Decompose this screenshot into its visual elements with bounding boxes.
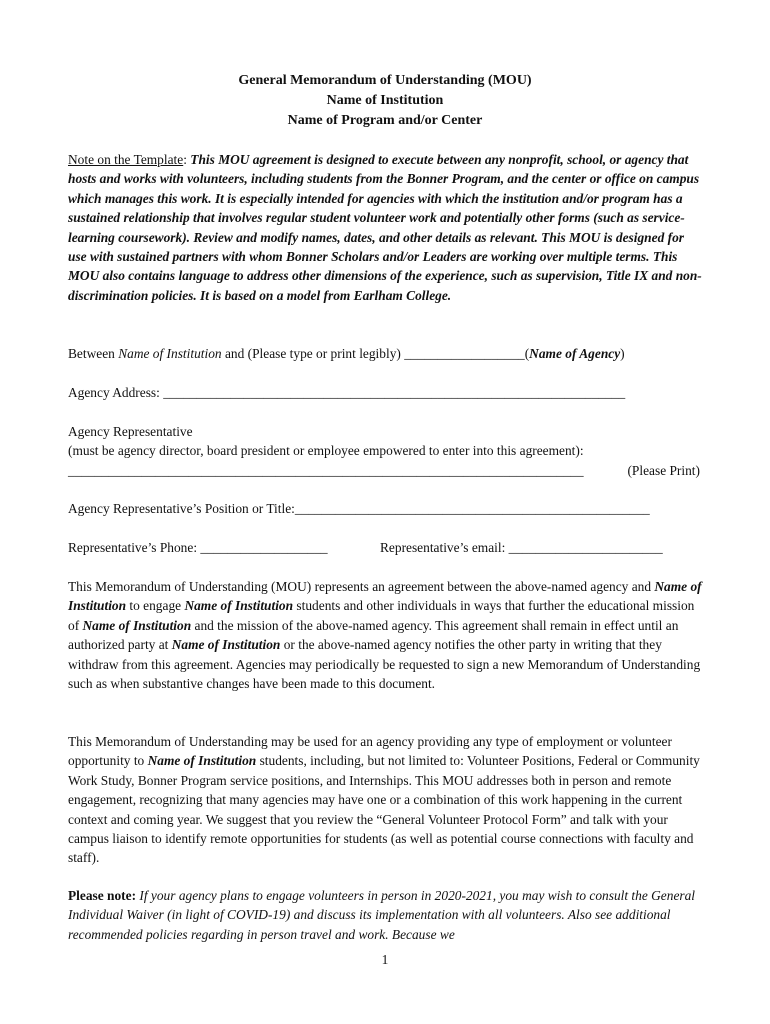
program-heading: Name of Program and/or Center xyxy=(287,113,483,128)
page-number: 1 xyxy=(381,952,389,967)
mou-paragraph-1: This Memorandum of Understanding (MOU) represents an agreement between the above-named agency and Name of Institution to engage Name of Institution students and other individuals in ways that further the educational mission of Name of Institution and the mission of the above-named agency. This agreement shall remain in effect until an authorized party at Name of Institution or the above-named agency notifies the other party in writing that they withdraw from this agreement. Agencies may periodically be requested to sign a new Memorandum of Understanding such as when substantive changes have been made to this document. xyxy=(68,579,702,692)
template-note-separator: : xyxy=(183,152,191,167)
institution-name-placeholder: Name of Institution xyxy=(118,346,222,361)
between-prefix: Between xyxy=(68,346,119,361)
contact-line xyxy=(68,538,702,557)
institution-name-placeholder: Name of Institution xyxy=(68,579,702,614)
agency-name-blank[interactable]: and (Please type or print legibly) __________________( xyxy=(221,346,530,361)
representative-name-field[interactable]: _____________________________________________________________________________ xyxy=(68,462,584,478)
agency-name-placeholder: Name of Agency xyxy=(529,346,621,361)
template-note-label: Note on the Template xyxy=(68,152,184,167)
agency-address-field[interactable]: Agency Address: _____________________________________________________________________ xyxy=(68,385,626,400)
please-note-paragraph xyxy=(68,886,702,944)
institution-name-placeholder: Name of Institution xyxy=(171,637,281,653)
mou-paragraph-2: This Memorandum of Understanding may be used for an agency providing any type of employment or volunteer opportunity to Name of Institution students, including, but not limited to: Volunteer Positions, Federal or Community Work Study, Bonner Program service positions, and Internships. This MOU addresses both in person and remote engagement, recognizing that many agencies may have one or a combination of this work happening in the current context and coming year. We suggest that you review the “General Volunteer Protocol Form” and talk with your campus liaison to identify remote opportunities for students (as well as potential course connections with faculty and staff). xyxy=(68,734,700,866)
please-print-label: (Please Print) xyxy=(627,462,700,478)
between-suffix: ) xyxy=(620,346,625,361)
between-line xyxy=(68,344,702,363)
please-note-body: If your agency plans to engage volunteers in person in 2020-2021, you may wish to consult the General Individual Waiver (in light of COVID-19) and discuss its implementation with all volunteers. Also see additional recommended policies regarding in person travel and work. Because we xyxy=(68,888,696,942)
institution-name-placeholder: Name of Institution xyxy=(147,753,257,769)
institution-name-placeholder: Name of Institution xyxy=(184,598,294,614)
representative-hint: (must be agency director, board president or employee empowered to enter into this agreement): xyxy=(68,443,584,459)
representative-position-field[interactable]: Agency Representative’s Position or Title:_____________________________________________________ xyxy=(68,501,650,516)
agency-representative-section xyxy=(68,422,702,480)
institution-name-placeholder: Name of Institution xyxy=(82,617,192,633)
template-note xyxy=(68,150,702,305)
representative-label: Agency Representative xyxy=(68,424,193,439)
representative-phone-field[interactable]: Representative’s Phone: ___________________ xyxy=(68,540,328,555)
document-title: General Memorandum of Understanding (MOU) xyxy=(238,73,532,88)
representative-email-field[interactable]: Representative’s email: _______________________ xyxy=(380,540,663,555)
template-note-body: This MOU agreement is designed to execute between any nonprofit, school, or agency that hosts and works with volunteers, including students from the Bonner Program, and the center or office on campus which manages this work. It is especially intended for agencies with which the institution and/or program has a sustained relationship that involves regular student volunteer work and potentially other forms (such as service-learning coursework). Review and modify names, dates, and other details as relevant. This MOU is designed for use with sustained partners with whom Bonner Scholars and/or Leaders are working over multiple terms. This MOU also contains language to address other dimensions of the experience, such as supervision, Title IX and non-discrimination policies. It is based on a model from Earlham College. xyxy=(68,152,702,303)
please-note-label: Please note: xyxy=(68,888,137,903)
institution-heading: Name of Institution xyxy=(326,93,444,108)
